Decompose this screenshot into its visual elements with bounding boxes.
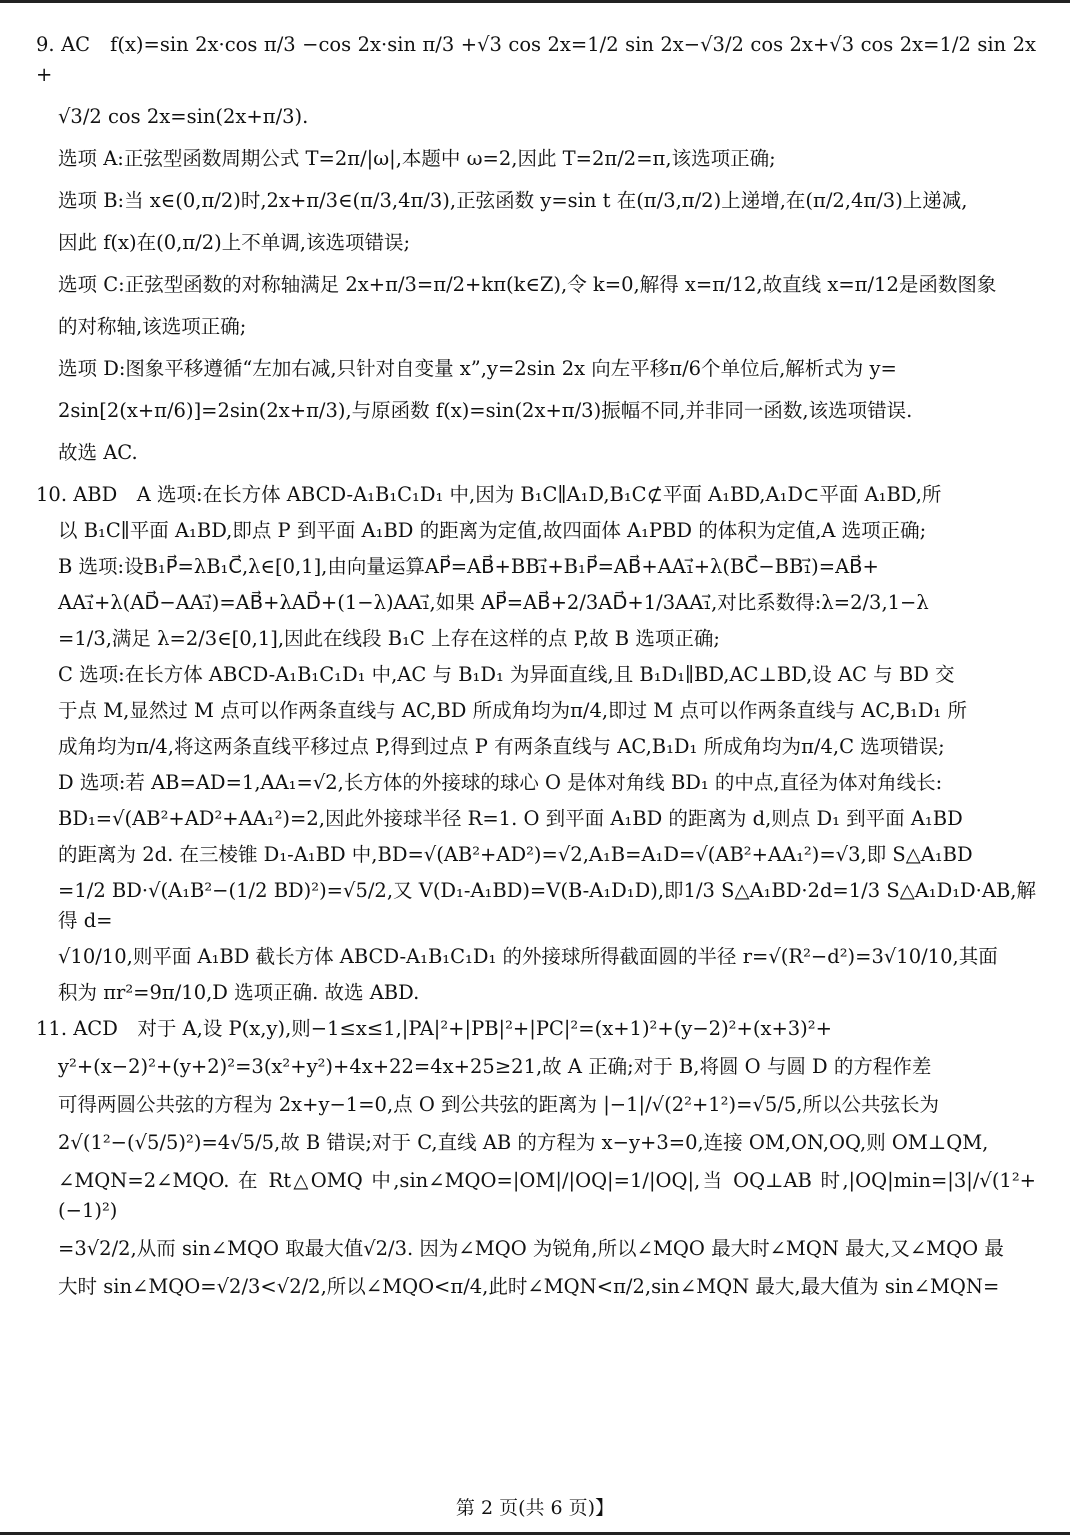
q11-line: 2√(1²−(√5/5)²)=4√5/5,故 B 错误;对于 C,直线 AB 的方程为 x−y+3=0,连接 OM,ON,OQ,则 OM⊥QM, bbox=[58, 1131, 989, 1154]
question-9-solution bbox=[36, 30, 1036, 468]
q9-line: 2sin[2(x+π/6)]=2sin(2x+π/3),与原函数 f(x)=sin(2x+π/3)振幅不同,并非同一函数,该选项错误. bbox=[58, 399, 913, 422]
q9-line: √3/2 cos 2x=sin(2x+π/3). bbox=[58, 105, 309, 128]
q10-line: 10. ABD A 选项:在长方体 ABCD-A₁B₁C₁D₁ 中,因为 B₁C∥A₁D,B₁C⊄平面 A₁BD,A₁D⊂平面 A₁BD,所 bbox=[36, 483, 942, 506]
q10-line: =1/2 BD·√(A₁B²−(1/2 BD)²)=√5/2,又 V(D₁-A₁BD)=V(B-A₁D₁D),即1/3 S△A₁BD·2d=1/3 S△A₁D₁D·AB,解得 d= bbox=[58, 879, 1036, 932]
q10-line: 成角均为π/4,将这两条直线平移过点 P,得到过点 P 有两条直线与 AC,B₁D₁ 所成角均为π/4,C 选项错误; bbox=[58, 735, 945, 758]
q11-line: 可得两圆公共弦的方程为 2x+y−1=0,点 O 到公共弦的距离为 |−1|/√(2²+1²)=√5/5,所以公共弦长为 bbox=[58, 1093, 939, 1116]
q10-line: 的距离为 2d. 在三棱锥 D₁-A₁BD 中,BD=√(AB²+AD²)=√2,A₁B=A₁D=√(AB²+AA₁²)=√3,即 S△A₁BD bbox=[58, 843, 973, 866]
q11-line: 11. ACD 对于 A,设 P(x,y),则−1≤x≤1,|PA|²+|PB|²+|PC|²=(x+1)²+(y−2)²+(x+3)²+ bbox=[36, 1017, 832, 1040]
q10-line: 于点 M,显然过 M 点可以作两条直线与 AC,BD 所成角均为π/4,即过 M 点可以作两条直线与 AC,B₁D₁ 所 bbox=[58, 699, 967, 722]
q9-line: 故选 AC. bbox=[58, 441, 138, 464]
q9-line: 因此 f(x)在(0,π/2)上不单调,该选项错误; bbox=[58, 231, 411, 254]
q9-line: 9. AC f(x)=sin 2x·cos π/3 −cos 2x·sin π/3 +√3 cos 2x=1/2 sin 2x−√3/2 cos 2x+√3 cos 2x=1/2 sin 2x+ bbox=[36, 33, 1036, 86]
q10-line: AA₁⃗+λ(AD⃗−AA₁⃗)=AB⃗+λAD⃗+(1−λ)AA₁⃗,如果 AP⃗=AB⃗+2/3AD⃗+1/3AA₁⃗,对比系数得:λ=2/3,1−λ bbox=[58, 591, 929, 614]
q9-line: 的对称轴,该选项正确; bbox=[58, 315, 247, 338]
q10-line: B 选项:设B₁P⃗=λB₁C⃗,λ∈[0,1],由向量运算AP⃗=AB⃗+BB₁⃗+B₁P⃗=AB⃗+AA₁⃗+λ(BC⃗−BB₁⃗)=AB⃗+ bbox=[58, 555, 879, 578]
q11-line: =3√2/2,从而 sin∠MQO 取最大值√2/3. 因为∠MQO 为锐角,所以∠MQO 最大时∠MQN 最大,又∠MQO 最 bbox=[58, 1237, 1004, 1260]
q9-line: 选项 D:图象平移遵循“左加右减,只针对自变量 x”,y=2sin 2x 向左平移π/6个单位后,解析式为 y= bbox=[58, 357, 897, 380]
q10-line: C 选项:在长方体 ABCD-A₁B₁C₁D₁ 中,AC 与 B₁D₁ 为异面直线,且 B₁D₁∥BD,AC⊥BD,设 AC 与 BD 交 bbox=[58, 663, 955, 686]
bottom-border bbox=[0, 1532, 1070, 1535]
q10-line: 积为 πr²=9π/10,D 选项正确. 故选 ABD. bbox=[58, 981, 420, 1004]
question-11-solution bbox=[36, 1014, 1036, 1302]
q9-line: 选项 C:正弦型函数的对称轴满足 2x+π/3=π/2+kπ(k∈Z),令 k=0,解得 x=π/12,故直线 x=π/12是函数图象 bbox=[58, 273, 997, 296]
q11-line: y²+(x−2)²+(y+2)²=3(x²+y²)+4x+22=4x+25≥21,故 A 正确;对于 B,将圆 O 与圆 D 的方程作差 bbox=[58, 1055, 932, 1078]
q11-line: 大时 sin∠MQO=√2/3<√2/2,所以∠MQO<π/4,此时∠MQN<π/2,sin∠MQN 最大,最大值为 sin∠MQN= bbox=[58, 1275, 1000, 1298]
question-10-solution bbox=[36, 480, 1036, 1008]
q9-line: 选项 B:当 x∈(0,π/2)时,2x+π/3∈(π/3,4π/3),正弦函数 y=sin t 在(π/3,π/2)上递增,在(π/2,4π/3)上递减, bbox=[58, 189, 968, 212]
q10-line: BD₁=√(AB²+AD²+AA₁²)=2,因此外接球半径 R=1. O 到平面 A₁BD 的距离为 d,则点 D₁ 到平面 A₁BD bbox=[58, 807, 963, 830]
page-footer: 第 2 页(共 6 页)】 bbox=[455, 1497, 615, 1519]
q11-line: ∠MQN=2∠MQO. 在 Rt△OMQ 中,sin∠MQO=|OM|/|OQ|=1/|OQ|,当 OQ⊥AB 时,|OQ|min=|3|/√(1²+(−1)²) bbox=[58, 1169, 1036, 1222]
q10-line: 以 B₁C∥平面 A₁BD,即点 P 到平面 A₁BD 的距离为定值,故四面体 A₁PBD 的体积为定值,A 选项正确; bbox=[58, 519, 927, 542]
top-border bbox=[0, 0, 1070, 3]
q10-line: =1/3,满足 λ=2/3∈[0,1],因此在线段 B₁C 上存在这样的点 P,故 B 选项正确; bbox=[58, 627, 720, 650]
q9-line: 选项 A:正弦型函数周期公式 T=2π/|ω|,本题中 ω=2,因此 T=2π/2=π,该选项正确; bbox=[58, 147, 776, 170]
solution-content bbox=[36, 30, 1036, 1310]
q10-line: √10/10,则平面 A₁BD 截长方体 ABCD-A₁B₁C₁D₁ 的外接球所得截面圆的半径 r=√(R²−d²)=3√10/10,其面 bbox=[58, 945, 998, 968]
q10-line: D 选项:若 AB=AD=1,AA₁=√2,长方体的外接球的球心 O 是体对角线 BD₁ 的中点,直径为体对角线长: bbox=[58, 771, 943, 794]
